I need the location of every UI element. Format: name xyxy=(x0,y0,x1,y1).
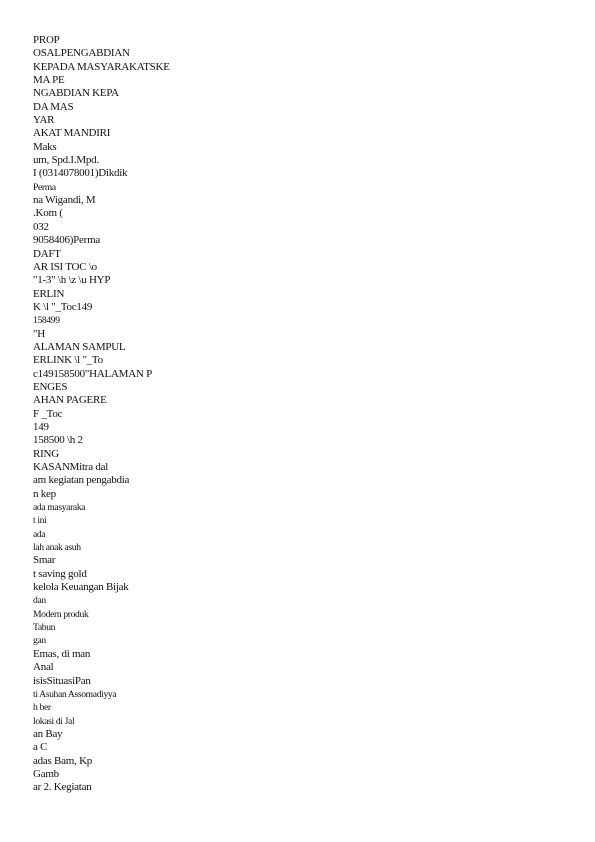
text-line: AHAN PAGERE xyxy=(33,394,107,407)
text-line: .Kom ( xyxy=(33,207,63,220)
text-line: na Wigandi, M xyxy=(33,194,96,207)
text-line: a C xyxy=(33,741,48,754)
text-line: c149158500"HALAMAN P xyxy=(33,367,152,380)
text-line: adas Bam, Kp xyxy=(33,754,93,767)
text-line: ERLIN xyxy=(33,287,65,300)
text-line: um, Spd.I.Mpd. xyxy=(33,154,99,167)
text-line: Smar xyxy=(33,554,56,567)
text-line: Maks xyxy=(33,140,57,153)
text-line: RING xyxy=(33,447,59,460)
text-line: ALAMAN SAMPUL xyxy=(33,340,126,353)
text-line: ar 2. Kegiatan xyxy=(33,781,92,794)
text-line: Modern produk xyxy=(33,608,89,620)
text-line: am kegiatan pengabdia xyxy=(33,474,130,487)
text-line: Gamb xyxy=(33,767,59,780)
text-line: MA PE xyxy=(33,74,65,87)
text-line: lah anak asuh xyxy=(33,542,81,554)
text-line: KEPADA MASYARAKATSKE xyxy=(33,60,170,73)
text-line: OSALPENGABDIAN xyxy=(33,47,130,60)
text-line: ada xyxy=(33,528,46,540)
text-line: t saving gold xyxy=(33,567,87,580)
text-line: isisSituasiPan xyxy=(33,674,91,687)
text-line: lokasi di Jal xyxy=(33,715,75,727)
text-line: PROP xyxy=(33,34,60,46)
text-line: dan xyxy=(33,595,46,607)
text-line: an Bay xyxy=(33,727,63,740)
text-line: ada masyaraka xyxy=(33,502,86,514)
text-line: ENGES xyxy=(33,380,68,393)
text-line: 149 xyxy=(33,420,49,433)
text-line: 032 xyxy=(33,220,49,233)
text-line: t ini xyxy=(33,515,47,527)
text-line: K \l "_Toc149 xyxy=(33,300,93,313)
text-line: Tabun xyxy=(33,622,56,634)
text-line: DA MAS xyxy=(33,100,74,113)
text-line: F _Toc xyxy=(33,407,63,420)
text-line: AR ISI TOC \o xyxy=(33,260,97,273)
text-line: gan xyxy=(33,635,46,647)
text-line: 158499 xyxy=(33,315,60,327)
text-line: NGABDIAN KEPA xyxy=(33,87,119,100)
text-line: "1-3" \h \z \u HYP xyxy=(33,274,111,287)
text-line: ERLINK \l "_To xyxy=(33,354,103,367)
text-line: 158500 \h 2 xyxy=(33,434,83,447)
text-line: n kep xyxy=(33,487,56,500)
text-line: Anal xyxy=(33,661,54,674)
text-line: YAR xyxy=(33,114,55,127)
text-line: h ber xyxy=(33,702,51,714)
text-line: ti Asuhan Assomadiyya xyxy=(33,688,117,700)
text-line: I (0314078001)Dikdik xyxy=(33,167,128,180)
text-line: "H xyxy=(33,327,45,340)
text-line: 9058406)Perma xyxy=(33,234,101,247)
text-line: Perma xyxy=(33,181,56,193)
text-line: DAFT xyxy=(33,247,61,260)
text-line: Emas, di man xyxy=(33,647,91,660)
document-text-lines xyxy=(33,34,170,795)
text-line: AKAT MANDIRI xyxy=(33,127,111,140)
text-line: kelola Keuangan Bijak xyxy=(33,581,129,594)
text-line: KASANMitra dal xyxy=(33,461,109,473)
